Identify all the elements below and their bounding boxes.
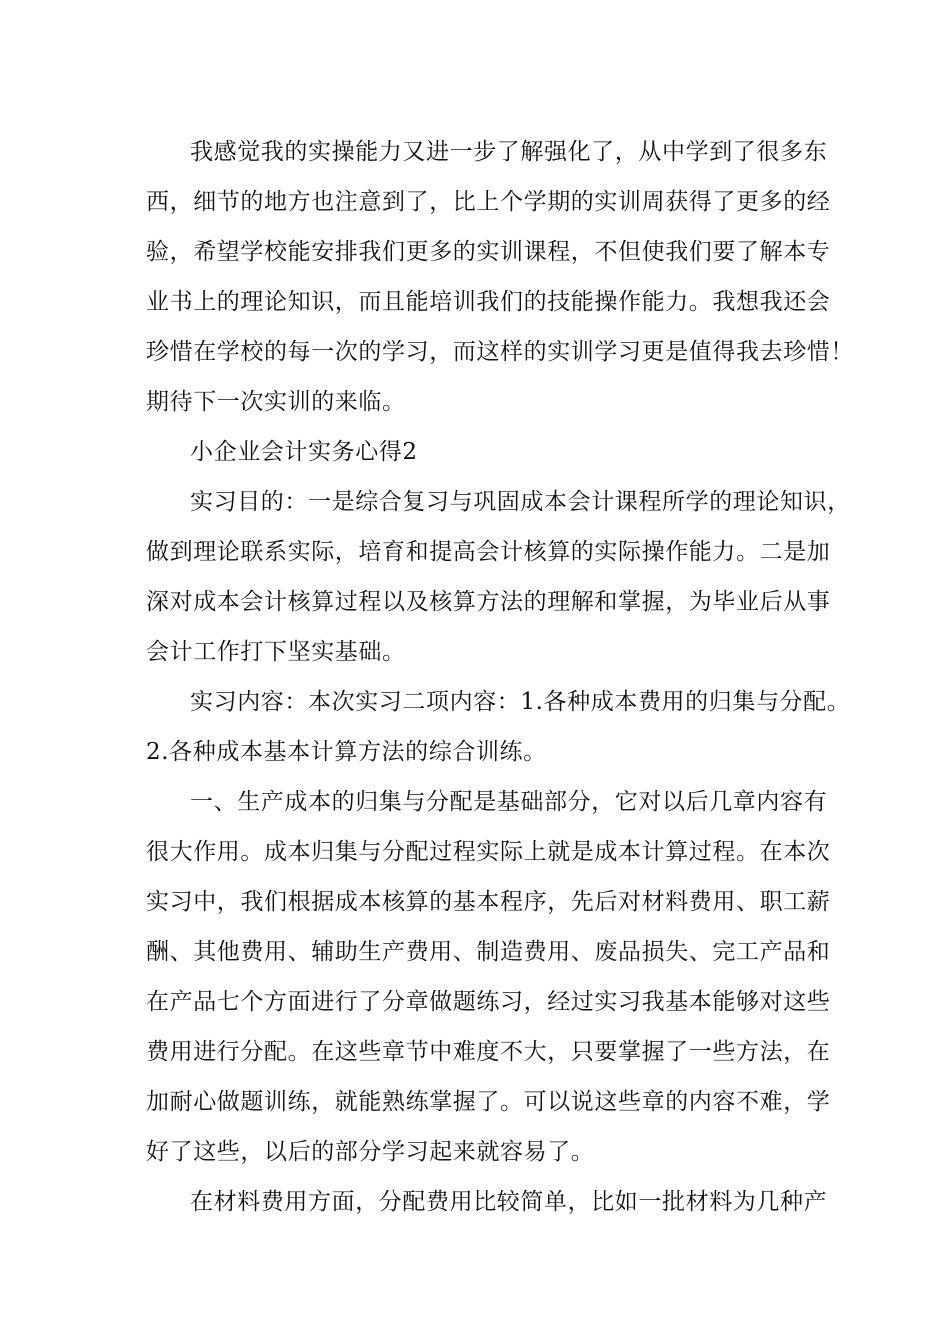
paragraph-line: 费用进行分配。在这些章节中难度不大，只要掌握了一些方法，在 (146, 1039, 831, 1065)
paragraph-line: 一、生产成本的归集与分配是基础部分，它对以后几章内容有 (190, 789, 828, 815)
section-heading: 小企业会计实务心得2 (190, 439, 418, 465)
paragraph-line: 酬、其他费用、辅助生产费用、制造费用、废品损失、完工产品和 (146, 939, 831, 965)
paragraph-line: 珍惜在学校的每一次的学习，而这样的实训学习更是值得我去珍惜！ (146, 339, 854, 365)
paragraph-line: 验，希望学校能安排我们更多的实训课程，不但使我们要了解本专 (146, 239, 831, 265)
paragraph-line: 在材料费用方面，分配费用比较简单，比如一批材料为几种产 (190, 1189, 828, 1215)
paragraph-line: 实习中，我们根据成本核算的基本程序，先后对材料费用、职工薪 (146, 889, 831, 915)
paragraph-line: 期待下一次实训的来临。 (146, 389, 406, 415)
paragraph-line: 在产品七个方面进行了分章做题练习，经过实习我基本能够对这些 (146, 989, 831, 1015)
paragraph-line: 实习目的：一是综合复习与巩固成本会计课程所学的理论知识， (190, 489, 851, 515)
paragraph-line: 会计工作打下坚实基础。 (146, 639, 406, 665)
paragraph-line: 加耐心做题训练，就能熟练掌握了。可以说这些章的内容不难，学 (146, 1089, 831, 1115)
paragraph-line: 实习内容：本次实习二项内容：1.各种成本费用的归集与分配。 (190, 689, 851, 715)
paragraph-line: 西，细节的地方也注意到了，比上个学期的实训周获得了更多的经 (146, 189, 831, 215)
paragraph-line: 做到理论联系实际，培育和提高会计核算的实际操作能力。二是加 (146, 539, 831, 565)
paragraph-line: 很大作用。成本归集与分配过程实际上就是成本计算过程。在本次 (146, 839, 831, 865)
paragraph-line: 业书上的理论知识，而且能培训我们的技能操作能力。我想我还会 (146, 289, 831, 315)
paragraph-line: 好了这些，以后的部分学习起来就容易了。 (146, 1139, 595, 1165)
paragraph-line: 深对成本会计核算过程以及核算方法的理解和掌握，为毕业后从事 (146, 589, 831, 615)
paragraph-line: 我感觉我的实操能力又进一步了解强化了，从中学到了很多东 (190, 139, 828, 165)
paragraph-line: 2.各种成本基本计算方法的综合训练。 (146, 739, 547, 765)
